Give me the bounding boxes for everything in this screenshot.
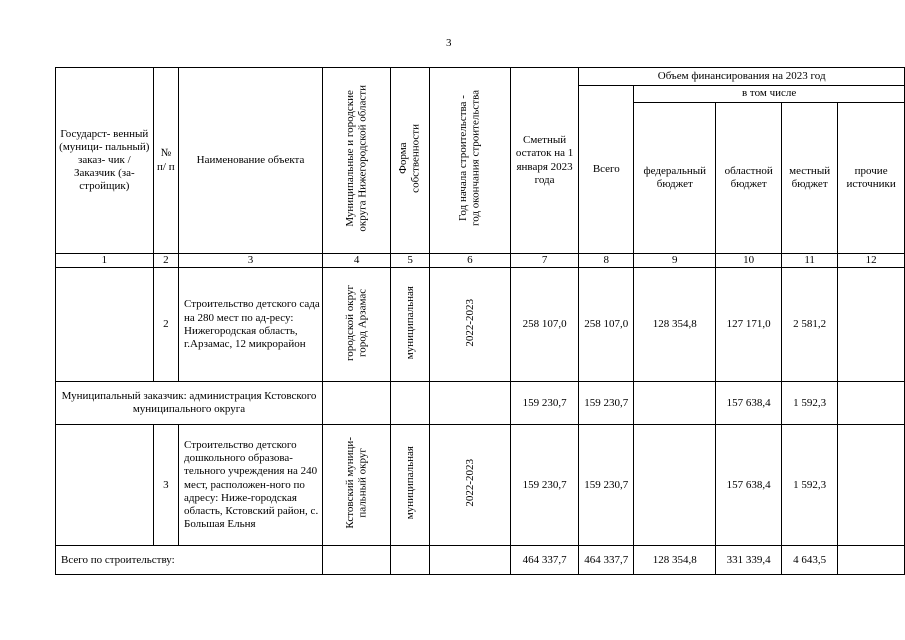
row2-other	[838, 425, 905, 546]
header-customer: Государст- венный (муници- пальный) заказ- чик / Заказчик (за- стройщик)	[56, 68, 154, 254]
row2-no: 3	[153, 425, 178, 546]
row2-federal	[634, 425, 716, 546]
row1-years-text: 2022-2023	[463, 298, 476, 347]
header-including: в том числе	[634, 86, 905, 103]
customer-regional: 157 638,4	[716, 382, 782, 425]
customer-other	[838, 382, 905, 425]
total-ownership	[391, 546, 430, 575]
col-number: 10	[716, 254, 782, 268]
row1-object: Строительство детского сада на 280 мест по ад-ресу: Нижегородская область, г.Арзамас, 12 микрорайон	[179, 268, 323, 382]
header-row-1	[56, 68, 905, 86]
total-label: Всего по строительству:	[56, 546, 323, 575]
row2-total: 159 230,7	[579, 425, 634, 546]
row2-years	[429, 425, 510, 546]
header-no: № п/ п	[153, 68, 178, 254]
total-years	[429, 546, 510, 575]
header-municipality-text: Муниципальные и городские округа Нижегородской области	[343, 85, 369, 232]
col-number: 5	[391, 254, 430, 268]
row1-total: 258 107,0	[579, 268, 634, 382]
row2-municipality	[323, 425, 391, 546]
customer-ownership	[391, 382, 430, 425]
row2-ownership	[391, 425, 430, 546]
row1-other	[838, 268, 905, 382]
col-number: 12	[838, 254, 905, 268]
header-object-name: Наименование объекта	[179, 68, 323, 254]
total-federal: 128 354,8	[634, 546, 716, 575]
table-row	[56, 425, 905, 546]
customer-total: 159 230,7	[579, 382, 634, 425]
row2-customer	[56, 425, 154, 546]
header-total: Всего	[579, 86, 634, 254]
customer-federal	[634, 382, 716, 425]
col-number: 11	[782, 254, 838, 268]
customer-row	[56, 382, 905, 425]
row1-ownership	[391, 268, 430, 382]
customer-estimate: 159 230,7	[510, 382, 579, 425]
header-years	[429, 68, 510, 254]
header-ownership	[391, 68, 430, 254]
header-regional: областной бюджет	[716, 103, 782, 254]
header-federal: федеральный бюджет	[634, 103, 716, 254]
col-number: 3	[179, 254, 323, 268]
row1-municipality	[323, 268, 391, 382]
row1-no: 2	[153, 268, 178, 382]
row1-regional: 127 171,0	[716, 268, 782, 382]
header-ownership-text: Форма собственности	[397, 124, 423, 193]
page-number: 3	[446, 37, 452, 49]
row1-estimate: 258 107,0	[510, 268, 579, 382]
row2-regional: 157 638,4	[716, 425, 782, 546]
total-row	[56, 546, 905, 575]
customer-local: 1 592,3	[782, 382, 838, 425]
row2-ownership-text: муниципальная	[403, 446, 416, 520]
col-number: 8	[579, 254, 634, 268]
col-number: 1	[56, 254, 154, 268]
header-local: местный бюджет	[782, 103, 838, 254]
table-row	[56, 268, 905, 382]
col-number: 9	[634, 254, 716, 268]
row2-object: Строительство детского дошкольного образова-тельного учреждения на 240 мест, расположен-ного по адресу: Ниже-городская область, Кстовский район, с. Большая Ельня	[179, 425, 323, 546]
row2-municipality-text: Кстовский муници- пальный округ	[343, 437, 369, 529]
customer-label: Муниципальный заказчик: администрация Кстовского муниципального округа	[56, 382, 323, 425]
row1-ownership-text: муниципальная	[403, 285, 416, 360]
header-municipality	[323, 68, 391, 254]
total-total: 464 337,7	[579, 546, 634, 575]
row2-local: 1 592,3	[782, 425, 838, 546]
financing-table	[55, 67, 905, 575]
col-number: 7	[510, 254, 579, 268]
total-estimate: 464 337,7	[510, 546, 579, 575]
col-number: 2	[153, 254, 178, 268]
customer-municipality	[323, 382, 391, 425]
total-other	[838, 546, 905, 575]
header-funding: Объем финансирования на 2023 год	[579, 68, 905, 86]
col-number: 6	[429, 254, 510, 268]
row1-federal: 128 354,8	[634, 268, 716, 382]
row1-local: 2 581,2	[782, 268, 838, 382]
row1-customer	[56, 268, 154, 382]
col-number: 4	[323, 254, 391, 268]
header-estimate: Сметный остаток на 1 января 2023 года	[510, 68, 579, 254]
row2-years-text: 2022-2023	[463, 459, 476, 507]
row1-municipality-text: городской округ город Арзамас	[343, 284, 369, 361]
total-regional: 331 339,4	[716, 546, 782, 575]
total-local: 4 643,5	[782, 546, 838, 575]
row1-years	[429, 268, 510, 382]
customer-years	[429, 382, 510, 425]
header-years-text: Год начала строительства - год окончания строительства	[457, 90, 482, 227]
header-other: прочие источники	[838, 103, 905, 254]
column-numbers-row	[56, 254, 905, 268]
row2-estimate: 159 230,7	[510, 425, 579, 546]
total-municipality	[323, 546, 391, 575]
